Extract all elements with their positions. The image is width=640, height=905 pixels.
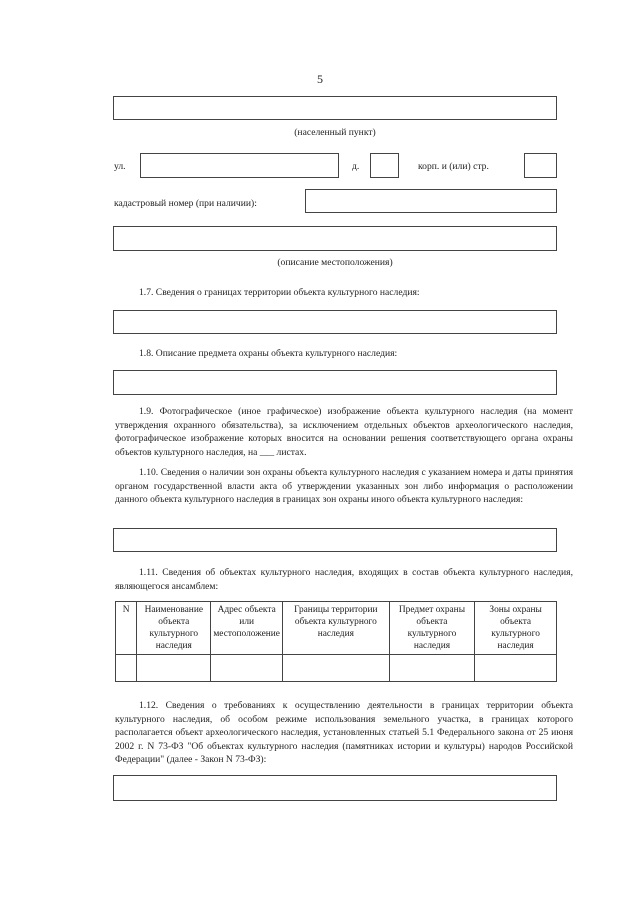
building-field[interactable]: [524, 153, 557, 178]
street-label: ул.: [114, 161, 126, 172]
activity-requirements-field[interactable]: [113, 775, 557, 801]
column-header-address: Адрес объекта или местоположение: [211, 602, 283, 655]
section-1-12-label: 1.12. Сведения о требованиях к осуществлению деятельности в границах территории объекта культурного наследия, об особом режиме использования земельного участка, в границах которого располагается объект археологического наследия, установленных статьей 5.1 Федерального закона от 25 июня 2002 г. N 73-ФЗ "Об объектах культурного наследия (памятниках истории и культуры) народов Российской Федерации" (далее - Закон N 73-ФЗ):: [115, 700, 573, 766]
location-caption: (описание местоположения): [277, 257, 393, 268]
section-1-7-label: 1.7. Сведения о границах территории объекта культурного наследия:: [139, 287, 420, 298]
street-field[interactable]: [140, 153, 339, 178]
protection-zones-field[interactable]: [113, 528, 557, 552]
section-1-10-label: 1.10. Сведения о наличии зон охраны объекта культурного наследия с указанием номера и даты принятия органом государственной власти акта об утверждении указанных зон либо информация о расположении данного объекта культурного наследия в границах зон охраны иного объекта культурного наследия:: [115, 467, 573, 506]
section-1-8-label: 1.8. Описание предмета охраны объекта культурного наследия:: [139, 348, 398, 359]
location-field[interactable]: [113, 226, 557, 251]
settlement-field[interactable]: [113, 96, 557, 120]
table-cell[interactable]: [211, 655, 283, 682]
table-cell[interactable]: [116, 655, 137, 682]
column-header-protection-zones: Зоны охраны объекта культурного наследия: [475, 602, 557, 655]
protection-subject-field[interactable]: [113, 370, 557, 395]
table-row: [116, 655, 557, 682]
table-cell[interactable]: [282, 655, 389, 682]
section-1-8-text: [115, 347, 573, 361]
column-header-protection-subject: Предмет охраны объекта культурного наследия: [389, 602, 474, 655]
table-cell[interactable]: [137, 655, 211, 682]
section-1-12-text: [115, 699, 573, 767]
section-1-11-label: 1.11. Сведения об объектах культурного наследия, входящих в состав объекта культурного наследия, являющегося ансамблем:: [115, 567, 573, 592]
house-field[interactable]: [370, 153, 399, 178]
column-header-name: Наименование объекта культурного наследия: [137, 602, 211, 655]
section-1-7-text: [115, 286, 573, 300]
table-header-row: [116, 602, 557, 655]
cadastral-label: кадастровый номер (при наличии):: [114, 198, 257, 209]
settlement-caption: (населенный пункт): [294, 127, 376, 138]
table-cell[interactable]: [389, 655, 474, 682]
section-1-9-label: 1.9. Фотографическое (иное графическое) изображение объекта культурного наследия (на момент утверждения охранного обязательства), за исключением отдельных объектов археологического наследия, фотографическое изображение которых вносится на основании решения соответствующего органа охраны объектов культурного наследия, на ___ листах.: [115, 406, 573, 458]
section-1-10-text: [115, 466, 573, 507]
column-header-boundaries: Границы территории объекта культурного наследия: [282, 602, 389, 655]
building-label: корп. и (или) стр.: [418, 161, 489, 172]
house-label: д.: [352, 161, 360, 172]
table-cell[interactable]: [475, 655, 557, 682]
section-1-9-text: [115, 405, 573, 459]
cadastral-field[interactable]: [305, 189, 557, 213]
territory-boundaries-field[interactable]: [113, 310, 557, 334]
page-number: 5: [317, 72, 323, 86]
ensemble-table: [115, 601, 557, 682]
column-header-number: N: [116, 602, 137, 655]
section-1-11-text: [115, 566, 573, 593]
